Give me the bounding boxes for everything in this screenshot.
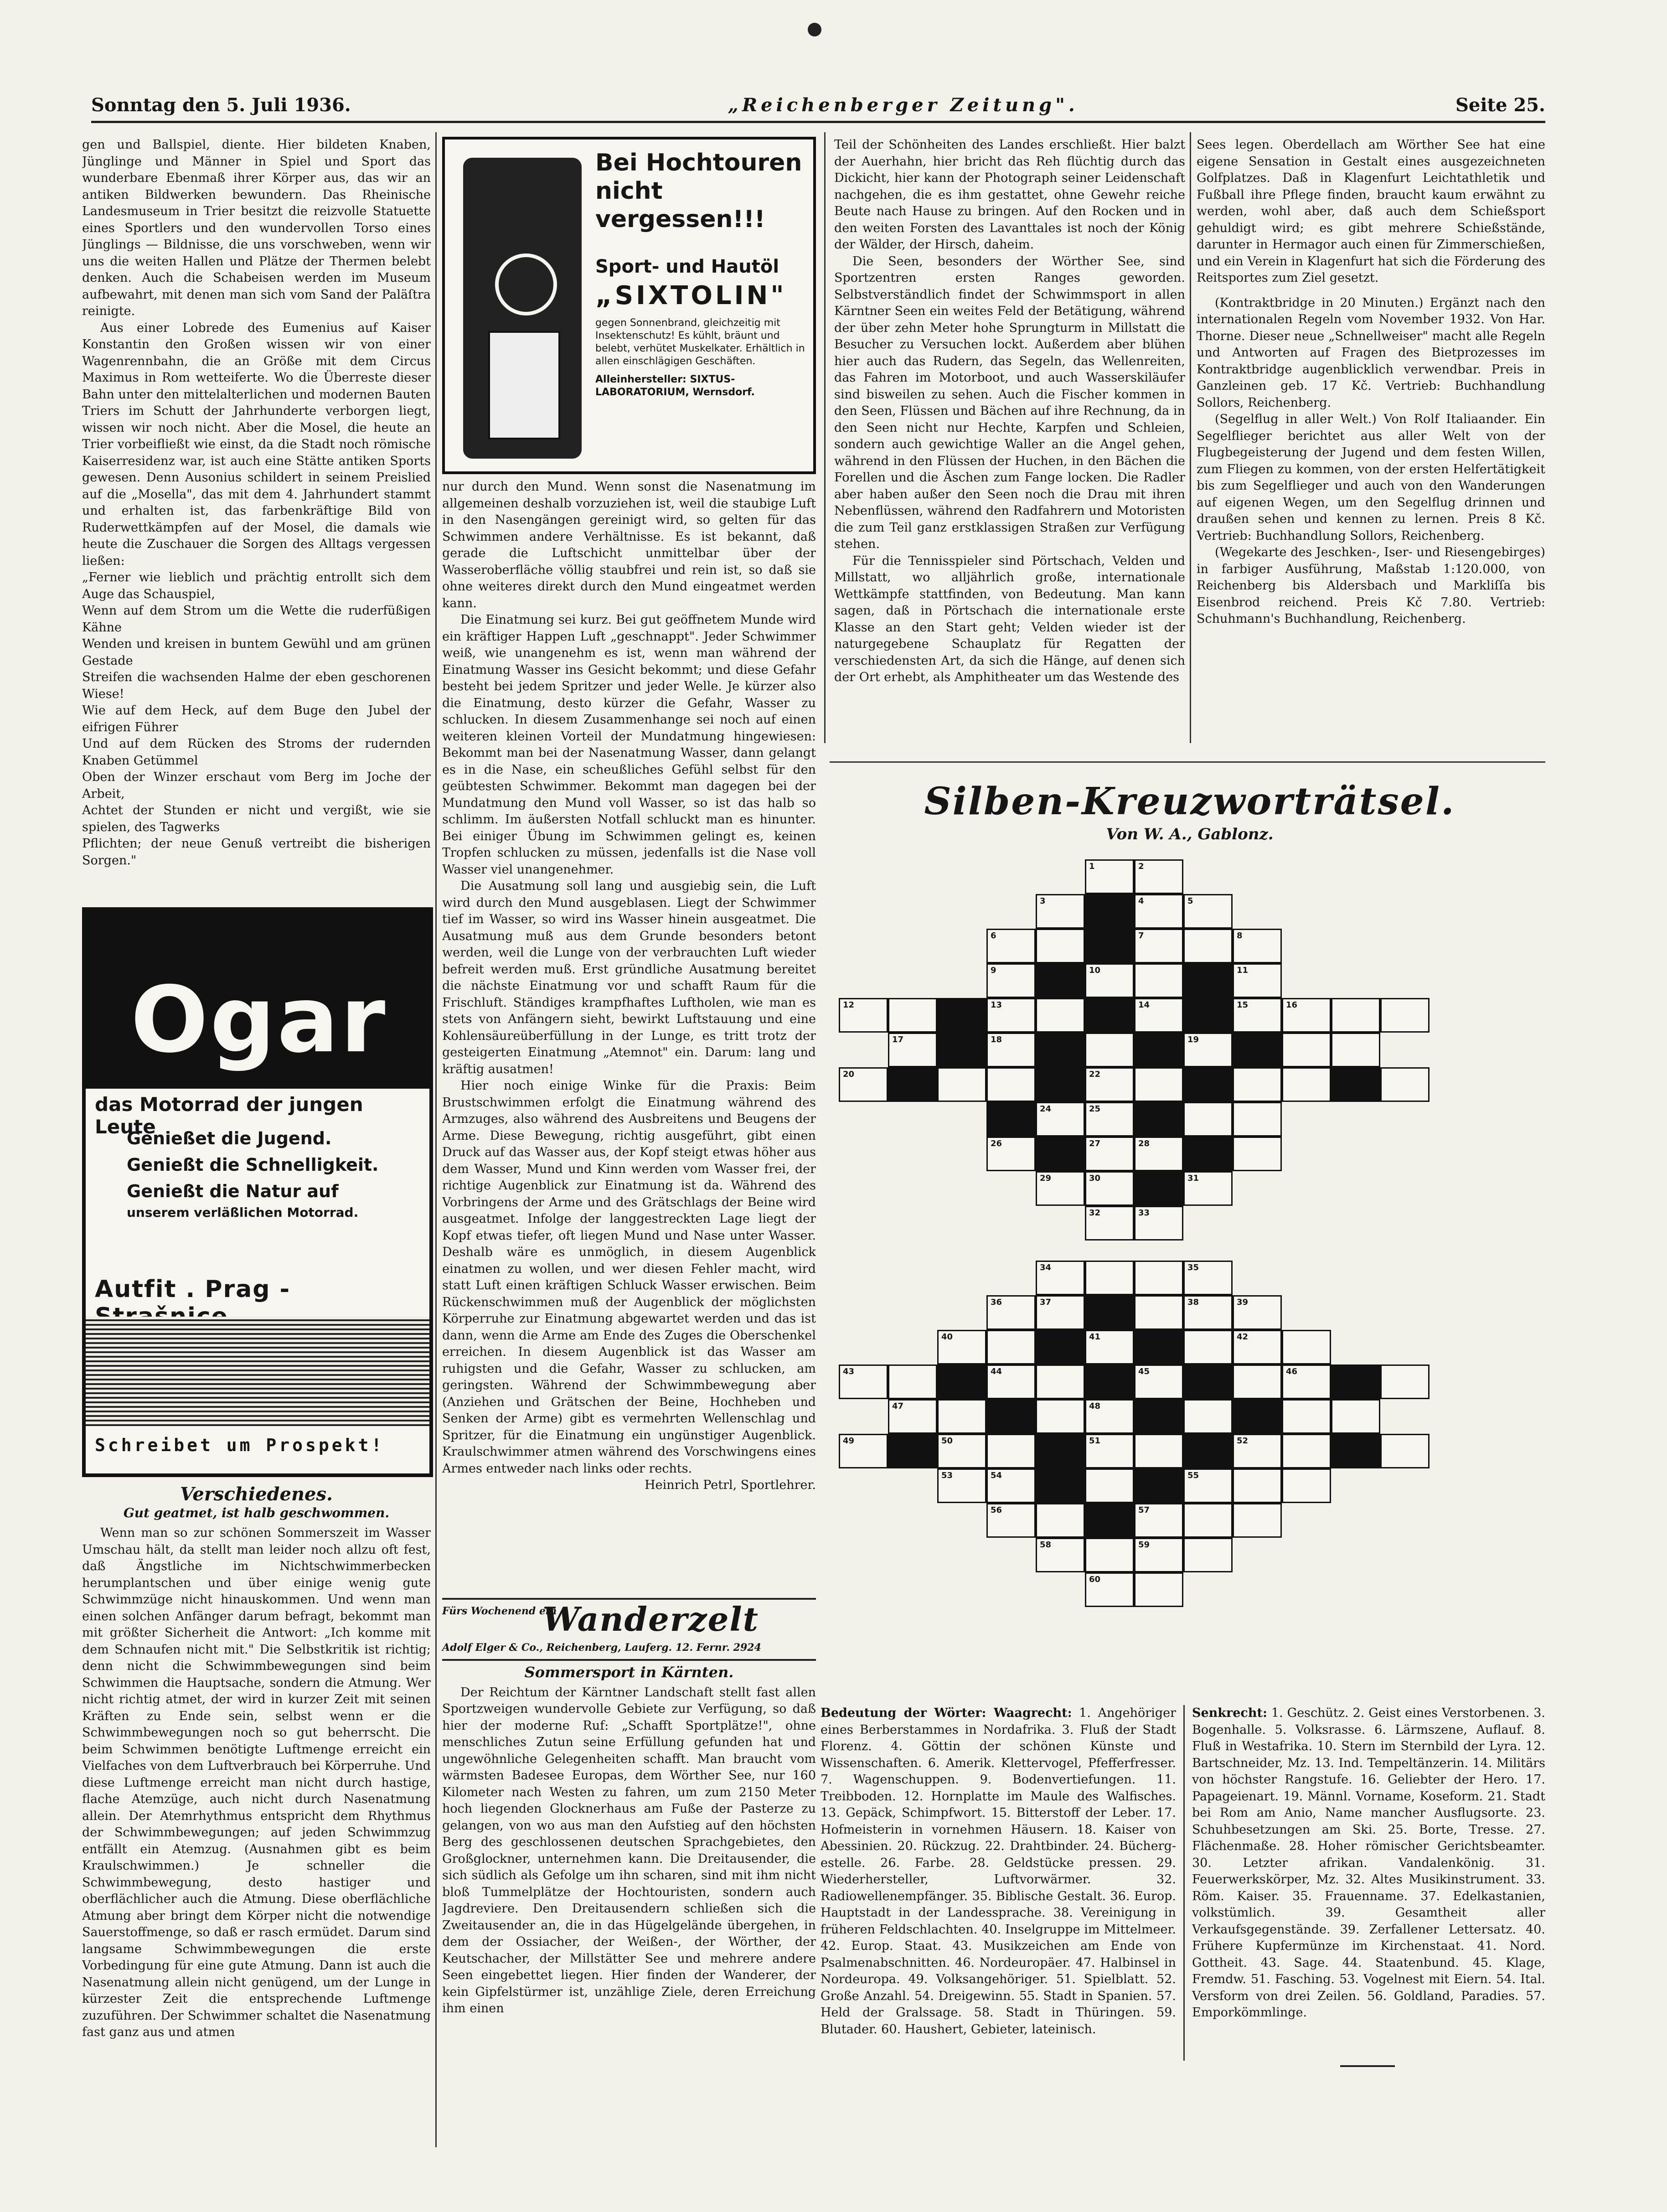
crossword-cell[interactable] xyxy=(1085,1538,1134,1572)
crossword-clues-across xyxy=(821,1705,1176,2038)
cell-number: 38 xyxy=(1187,1297,1199,1307)
clues-text: 1. Geschütz. 2. Geist eines Verstorbenen. 3. Bogenhalle. 5. Volksrasse. 6. Lärmszene, Auflauf. 8. Fluß in Westafrika. 10. Stern im Sternbild der Lyra. 12. Bartschneider, Mz. 13. Ind. Tempeltänzerin. 14. Militärs von höchster Rangstufe. 16. Geliebter der Hero. 17. Papageienart. 19. Männl. Vorname, Koseform. 21. Stadt bei Rom am Anio, Name mancher Ausflugsorte. 23. Schuhbesetzungen am Ski. 25. Borte, Tresse. 27. Flächenmaße. 28. Hoher römischer Gerichtsbeamter. 30. Letzter afrikan. Vandalenkönig. 31. Feuerwerkskörper, Mz. 32. Altes Musikinstrument. 33. Röm. Kaiser. 35. Frauenname. 37. Edelkastanien, volkstümlich. 39. Gesamtheit aller Verkaufsgegenstände. 39. Zerfallener Lettersatz. 40. Frühere Kupfermünze im Kirchenstaat. 41. Nord. Gottheit. 43. Sage. 44. Staatenbund. 45. Klage, Fremdw. 51. Fasching. 53. Vogelnest mit Eiern. 54. Ital. Versform von drei Zeilen. 56. Goldland, Paradies. 57. Emporkömmlinge. xyxy=(1192,1706,1545,2020)
cell-number: 53 xyxy=(941,1471,953,1480)
crossword-cell[interactable] xyxy=(839,998,888,1033)
crossword-cell[interactable] xyxy=(986,1434,1036,1468)
crossword-block xyxy=(1134,1171,1183,1206)
cell-number: 24 xyxy=(1040,1104,1052,1114)
cell-number: 52 xyxy=(1237,1436,1249,1446)
crossword-block xyxy=(986,1102,1036,1137)
crossword-block xyxy=(1233,1033,1282,1067)
crossword-cell[interactable] xyxy=(1036,1399,1085,1434)
cell-number: 57 xyxy=(1138,1505,1150,1515)
paragraph: Aus einer Lobrede des Eumenius auf Kaiser Konstantin den Großen wissen wir von einer Wagenrennbahn, die an Größe mit dem Circus Maximus in Rom wetteiferte. Wo die Überreste dieser Bahn unter den mittelalterlichen und modernen Bauten Triers im Schutt der Jahrhunderte verborgen liegt, wissen wir noch nicht. Aber die Mosel, die heute an Trier vorbeifließt wie einst, da die Stadt noch römische Kaiserresidenz war, ist auch eine Stätte antiken Sports gewesen. Denn Ausonius schildert in seinem Preislied auf die „Mosella", das mit dem 4. Jahrhundert stammt und erhalten ist, das farbenkräftige Bild von Ruderwettkämpfen auf der Mosel, die damals wie heute die Zuschauer die Sorgen des Alltags vergessen ließen: xyxy=(82,320,431,568)
cell-number: 49 xyxy=(843,1436,855,1446)
crossword-cell[interactable] xyxy=(1085,1572,1134,1607)
crossword-cell[interactable] xyxy=(1085,1399,1134,1434)
crossword-block xyxy=(1085,1295,1134,1330)
crossword-block xyxy=(1183,1137,1233,1171)
crossword-block xyxy=(1134,1330,1183,1364)
header-date: Sonntag den 5. Juli 1936. xyxy=(91,94,351,116)
crossword-cell[interactable] xyxy=(1233,1364,1282,1399)
poem-line: „Ferner wie lieblich und prächtig entrollt sich dem Auge das Schauspiel, xyxy=(82,570,431,601)
crossword-block xyxy=(1183,1364,1233,1399)
crossword-cell[interactable] xyxy=(1085,1468,1134,1503)
cell-number: 60 xyxy=(1089,1575,1101,1584)
cell-number: 36 xyxy=(991,1297,1002,1307)
article-title: Sommersport in Kärnten. xyxy=(524,1664,734,1681)
crossword-block xyxy=(1085,894,1134,929)
crossword-cell[interactable] xyxy=(1134,894,1183,929)
poem-line: Und auf dem Rücken des Stroms der rudernden Knaben Getümmel xyxy=(82,737,431,768)
crossword-block xyxy=(1134,1468,1183,1503)
column-rule xyxy=(1183,1705,1185,2061)
crossword-block xyxy=(1134,1102,1183,1137)
ad-title: Wanderzelt xyxy=(542,1600,759,1638)
paragraph: nur durch den Mund. Wenn sonst die Nasenatmung im allgemeinen deshalb vorzuziehen ist, weil die staubige Luft in den Nasengängen gereinigt wird, so gelten für das Schwimmen andere Verhältnisse. Es ist bekannt, daß gerade die Luftschicht unmittelbar über der Wasseroberfläche völlig staubfrei und rein ist, so daß sie ohne weiteres direkt durch den Mund eingeatmet werden kann. xyxy=(442,480,816,610)
cell-number: 15 xyxy=(1237,1000,1249,1010)
crossword-cell[interactable] xyxy=(986,963,1036,998)
crossword-block xyxy=(1134,1033,1183,1067)
crossword-block xyxy=(1036,963,1085,998)
cell-number: 37 xyxy=(1040,1297,1052,1307)
ad-text xyxy=(595,149,810,399)
crossword-cell[interactable] xyxy=(1233,1330,1282,1364)
column-rule xyxy=(1190,132,1191,743)
crossword-cell[interactable] xyxy=(986,1137,1036,1171)
crossword-cell[interactable] xyxy=(1282,1330,1331,1364)
cell-number: 48 xyxy=(1089,1401,1101,1411)
ad-slogans xyxy=(127,1125,423,1221)
crossword-cell[interactable] xyxy=(1282,1468,1331,1503)
crossword-block xyxy=(888,1067,937,1102)
clues-label: Senkrecht: xyxy=(1192,1706,1267,1720)
cell-number: 2 xyxy=(1138,862,1144,871)
crossword-cell[interactable] xyxy=(1134,1434,1183,1468)
crossword-cell[interactable] xyxy=(1134,963,1183,998)
ad-headline: Bei Hochtouren nicht vergessen!!! xyxy=(595,149,802,233)
crossword-cell[interactable] xyxy=(1085,1137,1134,1171)
cell-number: 28 xyxy=(1138,1139,1150,1148)
crossword-cell[interactable] xyxy=(1134,1503,1183,1538)
poem xyxy=(82,569,431,869)
crossword-cell[interactable] xyxy=(1134,1572,1183,1607)
crossword-block xyxy=(1036,1434,1085,1468)
cell-number: 55 xyxy=(1187,1471,1199,1480)
cell-number: 46 xyxy=(1286,1367,1298,1376)
poem-line: Wenn auf dem Strom um die Wette die ruderfüßigen Kähne xyxy=(82,604,431,635)
cell-number: 20 xyxy=(843,1070,855,1079)
cell-number: 31 xyxy=(1187,1173,1199,1183)
bottle-label-icon xyxy=(488,331,560,439)
crossword-cell[interactable] xyxy=(1233,1468,1282,1503)
ad-slogan: Genießt die Schnelligkeit. xyxy=(127,1155,379,1175)
ad-slogan: Genießt die Natur auf xyxy=(127,1181,339,1201)
crossword-block xyxy=(1036,1067,1085,1102)
crossword-cell[interactable] xyxy=(1085,963,1134,998)
cell-number: 10 xyxy=(1089,966,1101,975)
crossword-block xyxy=(937,998,986,1033)
cell-number: 59 xyxy=(1138,1540,1150,1550)
cell-number: 40 xyxy=(941,1332,953,1342)
page-header xyxy=(91,89,1545,123)
crossword-block xyxy=(1036,1330,1085,1364)
column-rule xyxy=(435,132,437,2147)
crossword-cell[interactable] xyxy=(1380,1364,1430,1399)
crossword-cell[interactable] xyxy=(1282,1033,1331,1067)
crossword-cell[interactable] xyxy=(1282,1364,1331,1399)
crossword-author: Von W. A., Gablonz. xyxy=(1106,825,1274,843)
crossword-cell[interactable] xyxy=(839,1364,888,1399)
crossword-cell[interactable] xyxy=(1183,1468,1233,1503)
cell-number: 3 xyxy=(1040,896,1046,906)
poem-line: Wenden und kreisen in buntem Gewühl und am grünen Gestade xyxy=(82,637,431,668)
cell-number: 29 xyxy=(1040,1173,1052,1183)
paragraph: Die Seen, besonders der Wörther See, sind Sportzentren ersten Ranges geworden. Selbstverständlich findet der Schwimmsport in allen Kärntner Seen ein weites Feld der Betätigung, während der über zehn Meter hohe Sprungturm in Millstatt die Besucher zu Versuchen lockt. Außerdem aber blühen hier auch das Rudern, das Segeln, das Wellenreiten, das Fahren im Motorboot, und auch Wasserskiläufer sind bisweilen zu sehen. Auch die Fischer kommen in den Seen, Flüssen und Bächen auf ihre Rechnung, da in den Seen nicht nur Hechte, Karpfen und Schleien, sondern auch gewichtige Waller an die Angel gehen, während in den Flüssen der Huchen, in den Bächen die Forellen und die Äschen zum Fange locken. Die Radler aber haben außer den Seen noch die Drau mit ihren Nebenflüssen, während den Radfahrern und Motoristen die zum Teil ganz erstklassigen Straßen zur Verfügung stehen. xyxy=(834,254,1185,551)
crossword-block xyxy=(1036,1033,1085,1067)
crossword-cell[interactable] xyxy=(986,998,1036,1033)
crossword-cell[interactable] xyxy=(986,1364,1036,1399)
cell-number: 7 xyxy=(1138,931,1144,941)
crossword-cell[interactable] xyxy=(986,1503,1036,1538)
ogar-advertisement xyxy=(82,907,433,1477)
sun-icon xyxy=(495,253,557,315)
crossword-cell[interactable] xyxy=(1085,859,1134,894)
article-column-3 xyxy=(834,137,1185,757)
crossword-cell[interactable] xyxy=(1183,1538,1233,1572)
cell-number: 43 xyxy=(843,1367,855,1376)
ogar-logo: Ogar xyxy=(130,967,387,1073)
paragraph: Für die Tennisspieler sind Pörtschach, Velden und Millstatt, wo alljährlich große, internationale Wettkämpfe stattfinden, von Bedeutung. Man kann sagen, daß in Pörtschach die internationale erste Klasse an den Start geht; Velden wieder ist der naturgegebene Schauplatz für Regatten der verschiedensten Art, da sich die Hänge, auf denen sich der Ort erhebt, als Amphitheater um das Westende des xyxy=(834,553,1185,684)
crossword-cell[interactable] xyxy=(1036,1503,1085,1538)
article-title: Gut geatmet, ist halb geschwommen. xyxy=(123,1505,390,1520)
paragraph: Die Einatmung sei kurz. Bei gut geöffnetem Munde wird ein kräftiger Happen Luft „geschnappt". Jeder Schwimmer weiß, wie unangenehm es ist, wenn man während der Einatmung Wasser ins Gesicht bekommt; und diese Gefahr besteht bei jedem Spritzer und jeder Welle. Je kürzer also die Einatmung, desto kürzer die Gefahr, Wasser zu schlucken. In diesem Zusammenhange sei noch auf einen weiteren kleinen Vorteil der Mundatmung hingewiesen: Bekommt man bei der Nasenatmung Wasser, dann gelangt es in die Nase, ein scheußliches Gefühl selbst für den geübtesten Schwimmer. Bekommt man dagegen bei der Mundatmung den Mund voll Wasser, so ist das halb so schlimm. Im äußersten Notfall schluckt man es hinunter. Bei einiger Übung im Schwimmen gelingt es, keinen Tropfen schlucken zu müssen, jedenfalls ist die Nase voll Wasser viel unangenehmer. xyxy=(442,613,816,877)
cell-number: 5 xyxy=(1187,896,1193,906)
crossword-cell[interactable] xyxy=(937,1468,986,1503)
crossword-block xyxy=(937,1364,986,1399)
poem-line: Pflichten; der neue Genuß vertreibt die bisherigen Sorgen." xyxy=(82,837,431,868)
article-column-1 xyxy=(82,137,431,889)
cell-number: 30 xyxy=(1089,1173,1101,1183)
clues-text: 1. Angehöriger eines Berberstammes in Nordafrika. 3. Fluß der Stadt Florenz. 4. Göttin der schönen Künste und Wissenschaften. 6. Amerik. Klettervogel, Pfefferfresser. 7. Wagenschuppen. 9. Bodenvertiefungen. 11. Treibboden. 12. Hornplatte im Maule des Walfisches. 13. Gepäck, Schimpfwort. 15. Bitterstoff der Leber. 17. Hofmeisterin in vornehmen Häusern. 18. Kaiser von Abessinien. 20. Rückzug. 22. Drahtbinder. 24. Büchergestelle. 26. Farbe. 28. Geldstücke pressen. 29. Wiederhersteller, Luftvorwärmer. 32. Radiowellenempfänger. 35. Biblische Gestalt. 36. Europ. Hauptstadt in der Landessprache. 38. Vereinigung in früheren Feldschlachten. 40. Inselgruppe im Mittelmeer. 42. Europ. Staat. 43. Musikzeichen am Ende von Psalmenabschnitten. 46. Nordeuropäer. 47. Halbinsel in Nordeuropa. 49. Volksangehöriger. 51. Spielblatt. 52. Große Anzahl. 54. Dreigewinn. 55. Stadt in Spanien. 57. Held der Gralssage. 58. Stadt in Thüringen. 59. Blutader. 60. Haushert, Gebieter, lateinisch. xyxy=(821,1706,1176,2036)
crossword-cell[interactable] xyxy=(1233,1137,1282,1171)
crossword-cell[interactable] xyxy=(1134,998,1183,1033)
book-notice: (Segelflug in aller Welt.) Von Rolf Italiaander. Ein Segelflieger berichtet aus aller Welt von der Flugbegeisterung der Jugend und dem festen Willen, zum Fliegen zu kommen, von der ersten Helfertätigkeit bis zum Segelflieger und auch von den Wanderungen auf eigenen Wegen, um den Segelflug drinnen und draußen sehen und kennen zu lernen. Preis 8 Kč. Vertrieb: Buchhandlung Sollors, Reichenberg. xyxy=(1197,412,1545,543)
print-mark-icon xyxy=(808,23,821,36)
crossword-cell[interactable] xyxy=(1233,1503,1282,1538)
crossword-block xyxy=(1183,1434,1233,1468)
crossword-cell[interactable] xyxy=(1380,1434,1430,1468)
crossword-cell[interactable] xyxy=(1183,1261,1233,1295)
paragraph: Sees legen. Oberdellach am Wörther See hat eine eigene Sensation in Gestalt eines ausgezeichneten Golfplatzes. Daß in Klagenfurt Leichtathletik und Fußball ihre Pflege finden, braucht kaum erwähnt zu werden, wohl aber, daß auch dem Schießsport gehuldigt wird; es gibt mehrere Schießstände, darunter in Hermagor auch einen für Zimmerschießen, und ein Verein in Klagenfurt hat sich die Förderung des Reitsportes zum Ziel gesetzt. xyxy=(1197,138,1545,285)
cell-number: 22 xyxy=(1089,1070,1101,1079)
crossword-cell[interactable] xyxy=(1380,1067,1430,1102)
ad-call-to-action: Schreibet um Prospekt! xyxy=(95,1435,385,1455)
crossword-cell[interactable] xyxy=(1036,1171,1085,1206)
cell-number: 39 xyxy=(1237,1297,1249,1307)
crossword-cell[interactable] xyxy=(937,1067,986,1102)
poem-line: Wie auf dem Heck, auf dem Buge den Jubel der eifrigen Führer xyxy=(82,703,431,734)
cell-number: 13 xyxy=(991,1000,1002,1010)
crossword-cell[interactable] xyxy=(1036,1102,1085,1137)
crossword-block xyxy=(1036,1468,1085,1503)
wanderzelt-advertisement xyxy=(442,1598,816,1661)
paragraph: gen und Ballspiel, diente. Hier bildeten Knaben, Jünglinge und Männer in Spiel und Sport das wunderbare Ebenmaß ihrer Körper aus, das wir an antiken Bildwerken bewundern. Das Rheinische Landesmuseum in Trier besitzt die reizvolle Statuette eines Sportlers und den wundervollen Torso eines Jünglings — Bildnisse, die uns vorschweben, wenn wir uns die weiten Hallen und Plätze der Thermen belebt denken. Auch die Schabeisen werden im Museum aufbewahrt, mit denen man sich vom Sand der Paläſtra reinigte. xyxy=(82,138,431,318)
crossword-cell[interactable] xyxy=(1085,1330,1134,1364)
crossword-cell[interactable] xyxy=(1134,1206,1183,1240)
crossword-block xyxy=(1183,1067,1233,1102)
crossword-cell[interactable] xyxy=(1134,1137,1183,1171)
cell-number: 27 xyxy=(1089,1139,1101,1148)
crossword-cell[interactable] xyxy=(937,1399,986,1434)
crossword-cell[interactable] xyxy=(1282,1434,1331,1468)
crossword-cell[interactable] xyxy=(1134,1364,1183,1399)
cell-number: 47 xyxy=(892,1401,904,1411)
crossword-cell[interactable] xyxy=(1282,1399,1331,1434)
crossword-block xyxy=(986,1399,1036,1434)
cell-number: 42 xyxy=(1237,1332,1249,1342)
cell-number: 4 xyxy=(1138,896,1144,906)
crossword-cell[interactable] xyxy=(1036,1295,1085,1330)
crossword-cell[interactable] xyxy=(937,1330,986,1364)
crossword-cell[interactable] xyxy=(1233,1067,1282,1102)
landscape-illustration-icon xyxy=(86,1317,429,1426)
poem-line: Streifen die wachsenden Halme der eben geschorenen Wiese! xyxy=(82,670,431,701)
ad-slogan: Genießet die Jugend. xyxy=(127,1128,332,1148)
crossword-cell[interactable] xyxy=(888,998,937,1033)
crossword-cell[interactable] xyxy=(1134,1067,1183,1102)
crossword-cell[interactable] xyxy=(986,1033,1036,1067)
crossword-cell[interactable] xyxy=(1183,929,1233,963)
article-column-4 xyxy=(1197,137,1545,757)
cell-number: 51 xyxy=(1089,1436,1101,1446)
cell-number: 32 xyxy=(1089,1208,1101,1218)
crossword-cell[interactable] xyxy=(1233,998,1282,1033)
crossword-cell[interactable] xyxy=(1036,1261,1085,1295)
ad-prefix: Fürs Wochenend ein xyxy=(442,1605,557,1617)
crossword-cell[interactable] xyxy=(1233,963,1282,998)
crossword-cell[interactable] xyxy=(986,1067,1036,1102)
crossword-cell[interactable] xyxy=(1233,1434,1282,1468)
crossword-block xyxy=(1134,1399,1183,1434)
crossword-block xyxy=(1331,1067,1380,1102)
cell-number: 45 xyxy=(1138,1367,1150,1376)
column-rule xyxy=(824,132,826,743)
crossword-cell[interactable] xyxy=(1085,1171,1134,1206)
sommersport-column xyxy=(442,1664,816,2138)
paragraph: Hier noch einige Winke für die Praxis: Beim Brustschwimmen erfolgt die Einatmung während des Armzuges, also während des Ausbreitens und Beugens der Arme. Diese Bewegung, richtig ausgeführt, gibt einen Druck auf das Wasser aus, der Kopf steigt etwas höher aus dem Wasser, Mund und Kinn werden vom Wasser frei, der richtige Augenblick zur Einatmung ist da. Während des Vorbringens der Arme und des Grätschlags der Beine wird ausgeatmet. Infolge der langgestreckten Lage liegt der Kopf etwas tiefer, oft liegen Mund und Nase unter Wasser. Deshalb wäre es unmöglich, in diesem Augenblick einatmen zu wollen, und wer diesen Fehler macht, wird statt Luft einen kräftigen Schluck Wasser erwischen. Beim Rückenschwimmen muß der Augenblick der möglichsten Körperruhe zur Einatmung abgewartet werden und das ist dann, wenn die Arme am Ende des Zuges die Oberschenkel erreichen. In diesem Augenblick ist das Wasser am ruhigsten und die Gefahr, Wasser zu schlucken, am geringsten. Während der Schwimmbewegung aber (Anziehen und Grätschen der Beine, Hochheben und Senken der Arme) gibt es vermehrten Wellenschlag und Spritzer, für die Einatmung ein ungünstiger Augenblick. Kraulschwimmer atmen während des Vorschwingens eines Armes entweder nach links oder rechts. xyxy=(442,1079,816,1476)
crossword-block xyxy=(1183,963,1233,998)
verschiedenes-column xyxy=(82,1482,431,2138)
book-notice: (Kontraktbridge in 20 Minuten.) Ergänzt nach den internationalen Regeln vom November 1932. Von Har. Thorne. Dieser neue „Schnellweiser" macht alle Regeln und Antworten auf Fragen des Bietprozesses im Kontraktbridge augenblicklich verwendbar. Preis in Ganzleinen geb. 17 Kč. Vertrieb: Buchhandlung Sollors, Reichenberg. xyxy=(1197,295,1545,410)
crossword-cell[interactable] xyxy=(1134,1261,1183,1295)
cell-number: 9 xyxy=(991,966,996,975)
crossword-cell[interactable] xyxy=(1036,998,1085,1033)
crossword-cell[interactable] xyxy=(1331,1399,1380,1434)
ad-product-line: Sport- und Hautöl xyxy=(595,256,779,277)
crossword-block xyxy=(1085,1503,1134,1538)
crossword-cell[interactable] xyxy=(839,1434,888,1468)
crossword-cell[interactable] xyxy=(1036,929,1085,963)
crossword-cell[interactable] xyxy=(1134,929,1183,963)
crossword-cell[interactable] xyxy=(1036,894,1085,929)
crossword-cell[interactable] xyxy=(986,1468,1036,1503)
crossword-block xyxy=(1036,1137,1085,1171)
cell-number: 56 xyxy=(991,1505,1002,1515)
cell-number: 18 xyxy=(991,1035,1002,1044)
crossword-block xyxy=(1183,998,1233,1033)
section-title: Verschiedenes. xyxy=(180,1483,333,1505)
crossword-cell[interactable] xyxy=(1085,1102,1134,1137)
crossword-block xyxy=(1085,1364,1134,1399)
crossword-block xyxy=(1085,998,1134,1033)
crossword-cell[interactable] xyxy=(1134,1295,1183,1330)
crossword-block xyxy=(1085,929,1134,963)
paragraph: Wenn man so zur schönen Sommerszeit im Wasser Umschau hält, da stellt man leider noch allzu oft fest, daß Ängstliche im Nichtschwimmerbecken herumplantschen und über einige wenig gute Schwimmzüge nicht hinauskommen. Und wenn man einen solchen Anfänger darum befragt, bekommt man mit größter Sicherheit die Antwort: „Ich komme mit dem Schnaufen nicht mit." Die Selbstkritik ist richtig; denn nicht die Schwimmbewegungen sind beim Schwimmen die Hauptsache, sondern die Atmung. Wer nicht richtig atmet, der wird in kurzer Zeit mit seinen Kräften zu Ende sein, selbst wenn er die Schwimmbewegungen noch so gut beherrscht. Die beim Schwimmen benötigte Luftmenge erreicht ein Vielfaches von dem Luftverbrauch bei Körperruhe. Und diese Luftmenge erreicht man nicht durch hastige, flache Atemzüge, auch nicht durch Nasenatmung allein. Der Atemrhythmus entspricht dem Rhythmus der Schwimmbewegungen; auf jeden Schwimmzug entfällt ein Atemzug. (Ausnahmen gibt es beim Kraulschwimmen.) Je schneller die Schwimmbewegung, desto hastiger und oberflächlicher auch die Atmung. Diese oberflächliche Atmung aber bringt dem Körper nicht die notwendige Sauerstoffmenge, so daß er rasch ermüdet. Darum sind langsame Schwimmbewegungen die erste Vorbedingung für eine gute Atmung. Dann ist auch die Nasenatmung allein nicht genügend, um der Lunge in kürzester Zeit die entsprechende Luftmenge zuzuführen. Der Schwimmer schaltet die Nasenatmung fast ganz aus und atmen xyxy=(82,1526,431,2039)
clues-label: Bedeutung der Wörter: Waagrecht: xyxy=(821,1706,1072,1720)
sixtolin-advertisement xyxy=(442,137,816,474)
ad-tagline: das Motorrad der jungen Leute xyxy=(95,1093,363,1138)
cell-number: 26 xyxy=(991,1139,1002,1148)
crossword-block xyxy=(888,1434,937,1468)
cell-number: 41 xyxy=(1089,1332,1101,1342)
cell-number: 19 xyxy=(1187,1035,1199,1044)
header-page-number: Seite 25. xyxy=(1455,94,1545,116)
header-masthead: „Reichenberger Zeitung". xyxy=(728,94,1079,116)
crossword-cell[interactable] xyxy=(1183,1330,1233,1364)
ad-address: Adolf Elger & Co., Reichenberg, Lauferg. 12. Fernr. 2924 xyxy=(442,1642,761,1654)
cell-number: 14 xyxy=(1138,1000,1150,1010)
author-signature: Heinrich Petrl, Sportlehrer. xyxy=(645,1478,816,1492)
crossword-cell[interactable] xyxy=(1085,1434,1134,1468)
paragraph: Teil der Schönheiten des Landes erschließt. Hier balzt der Auerhahn, hier bricht das Reh flüchtig durch das Dickicht, hier kann der Photograph seiner Leidenschaft nachgehen, die es ihm gestattet, ohne Gewehr reiche Beute nach Hause zu bringen. Auf den Rocken und in den weiten Forsten des Lavanttales ist noch der König der Wälder, der Hirsch, daheim. xyxy=(834,138,1185,252)
crossword-cell[interactable] xyxy=(1183,1503,1233,1538)
crossword-block xyxy=(1233,1399,1282,1434)
crossword-cell[interactable] xyxy=(1085,1206,1134,1240)
crossword-cell[interactable] xyxy=(1233,1295,1282,1330)
crossword-cell[interactable] xyxy=(1183,1171,1233,1206)
article-column-2 xyxy=(442,479,816,1591)
cell-number: 54 xyxy=(991,1471,1002,1480)
crossword-cell[interactable] xyxy=(1233,929,1282,963)
crossword-cell[interactable] xyxy=(1183,894,1233,929)
crossword-cell[interactable] xyxy=(1183,1033,1233,1067)
crossword-cell[interactable] xyxy=(1331,998,1380,1033)
crossword-cell[interactable] xyxy=(1331,1033,1380,1067)
crossword-cell[interactable] xyxy=(1134,859,1183,894)
crossword-cell[interactable] xyxy=(1233,1102,1282,1137)
crossword-cell[interactable] xyxy=(1085,1067,1134,1102)
cell-number: 6 xyxy=(991,931,996,941)
crossword-block xyxy=(937,1033,986,1067)
crossword-cell[interactable] xyxy=(986,1295,1036,1330)
crossword-cell[interactable] xyxy=(1282,1067,1331,1102)
crossword-cell[interactable] xyxy=(986,1330,1036,1364)
crossword-clues-down xyxy=(1192,1705,1545,2021)
crossword-cell[interactable] xyxy=(1085,1261,1134,1295)
poem-line: Oben der Winzer erschaut vom Berg im Joche der Arbeit, xyxy=(82,770,431,801)
ad-maker: Autfit . Prag - xyxy=(95,1276,291,1303)
ad-maker: Alleinhersteller: SIXTUS-LABORATORIUM, Wernsdorf. xyxy=(595,374,755,398)
ad-body: gegen Sonnenbrand, gleichzeitig mit Insektenschutz! Es kühlt, bräunt und belebt, verhütet Muskelkater. Erhältlich in allen einschlägigen Geschäften. xyxy=(595,317,805,367)
crossword-cell[interactable] xyxy=(1282,998,1331,1033)
book-notice: (Wegekarte des Jeschken-, Iser- und Riesengebirges) in farbiger Ausführung, Maßstab 1:120.000, von Reichenberg bis Aldersbach und Markliſſa bis Eisenbrod reichend. Preis Kč 7.80. Vertrieb: Schuhmann's Buchhandlung, Reichenberg. xyxy=(1197,545,1545,626)
cell-number: 50 xyxy=(941,1436,953,1446)
cell-number: 33 xyxy=(1138,1208,1150,1218)
crossword-cell[interactable] xyxy=(1036,1364,1085,1399)
paragraph: Die Ausatmung soll lang und ausgiebig sein, die Luft wird durch den Mund ausgeblasen. Liegt der Schwimmer tief im Wasser, so wird ins Wasser hinein ausgeatmet. Die Ausatmung muß aus dem Grunde besonders betont werden, weil die Lunge von der verbrauchten Luft wieder befreit werden muß. Erst gründliche Ausatmung bereitet die nächste Einatmung vor und schafft Raum für die Frischluft. Ständiges krampfhaftes Luftholen, wie man es stets von Anfängern sieht, bewirkt Luftstauung und eine Kohlensäureüberfüllung in der Lunge, es tritt trotz der gesteigerten Einatmung „Atemnot" ein. Darum: lang und kräftig ausatmen! xyxy=(442,879,816,1076)
poem-line: Achtet der Stunden er nicht und vergißt, wie sie spielen, des Tagwerks xyxy=(82,803,431,834)
crossword-cell[interactable] xyxy=(888,1399,937,1434)
crossword-cell[interactable] xyxy=(937,1434,986,1468)
crossword-cell[interactable] xyxy=(1036,1538,1085,1572)
crossword-cell[interactable] xyxy=(1183,1102,1233,1137)
end-rule xyxy=(1340,2065,1395,2067)
crossword-cell[interactable] xyxy=(1085,1033,1134,1067)
paragraph: Der Reichtum der Kärntner Landschaft stellt fast allen Sportzweigen wundervolle Gebiete zur Verfügung, so daß hier der moderne Ruf: „Schafft Sportplätze!", ohne menschliches Zutun seine Erfüllung gefunden hat und ungewöhnliche Gelegenheiten schafft. Man braucht vom wärmsten Badesee Europas, dem Wörther See, nur 160 Kilometer nach Westen zu fahren, um zum 2150 Meter hoch liegenden Glocknerhaus am Fuße der Pasterze zu gelangen, von wo aus man den Aufstieg auf den höchsten Berg des geschlossenen deutschen Sprachgebietes, den Großglockner, unternehmen kann. Die Dreitausender, die sich südlich als Gefolge um ihn scharen, sind mit ihm nicht bloß Tummelplätze der Hochtouristen, sondern auch Jagdreviere. Den Dreitausendern schließen sich die Zweitausender an, die in das Hügelgelände übergehen, in dem der Ossiacher, der Weißen-, der Wörther, der Keutschacher, der Millstätter See und mehrere andere Seen eingebettet liegen. Hier finden der Wanderer, der kein Gipfelstürmer ist, unzählige Ziele, deren Erreichung ihm einen xyxy=(442,1685,816,2016)
crossword-block xyxy=(1331,1434,1380,1468)
crossword-cell[interactable] xyxy=(888,1033,937,1067)
cell-number: 25 xyxy=(1089,1104,1101,1114)
cell-number: 12 xyxy=(843,1000,855,1010)
crossword-cell[interactable] xyxy=(1134,1538,1183,1572)
cell-number: 34 xyxy=(1040,1263,1052,1272)
cell-number: 35 xyxy=(1187,1263,1199,1272)
crossword-block xyxy=(1331,1364,1380,1399)
crossword-cell[interactable] xyxy=(839,1067,888,1102)
crossword-title: Silben-Kreuzworträtsel. xyxy=(924,780,1455,823)
section-rule xyxy=(830,761,1545,763)
ad-brand: „SIXTOLIN" xyxy=(595,281,787,310)
crossword-cell[interactable] xyxy=(986,929,1036,963)
cell-number: 11 xyxy=(1237,966,1249,975)
ad-slogan: unserem verläßlichen Motorrad. xyxy=(127,1205,359,1220)
cell-number: 17 xyxy=(892,1035,904,1044)
cell-number: 8 xyxy=(1237,931,1243,941)
crossword-cell[interactable] xyxy=(1183,1399,1233,1434)
crossword-cell[interactable] xyxy=(1183,1295,1233,1330)
cell-number: 44 xyxy=(991,1367,1002,1376)
cell-number: 1 xyxy=(1089,862,1095,871)
cell-number: 58 xyxy=(1040,1540,1052,1550)
cell-number: 16 xyxy=(1286,1000,1298,1010)
crossword-cell[interactable] xyxy=(888,1364,937,1399)
crossword-cell[interactable] xyxy=(1380,998,1430,1033)
